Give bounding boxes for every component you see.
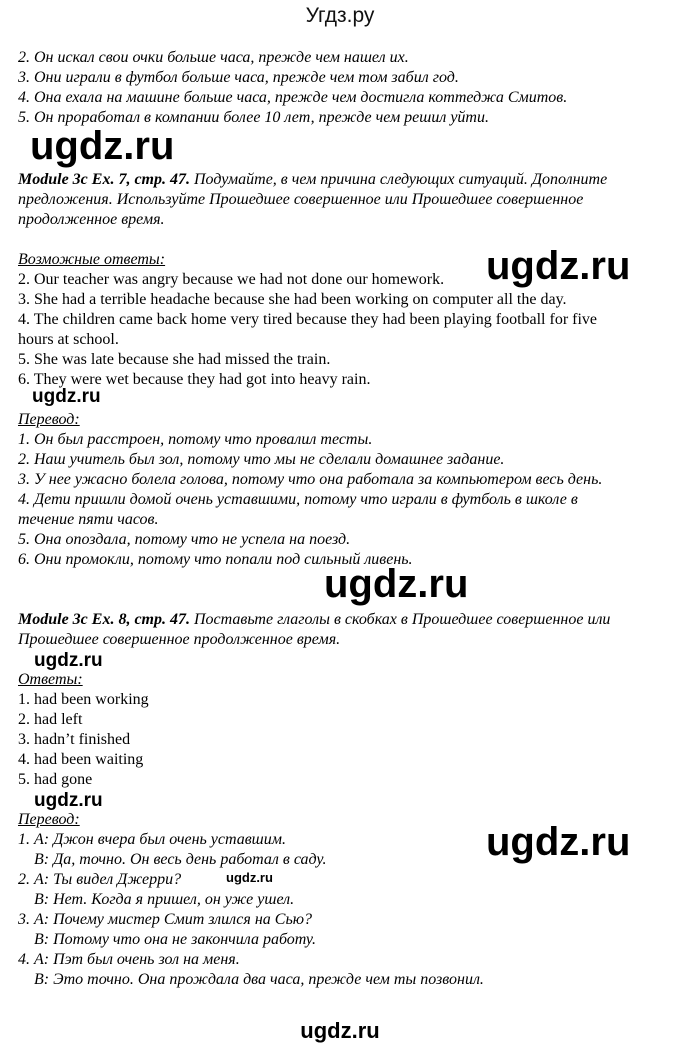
ex7-answer: 6. They were wet because they had got into heavy rain.: [18, 371, 371, 388]
ex8-answer: 5. had gone: [18, 771, 93, 788]
ex8-dialogue-line: В: Потому что она не закончила работу.: [34, 931, 317, 948]
ex7-heading: [18, 170, 607, 190]
site-header-title[interactable]: Угдз.ру: [305, 4, 375, 27]
ex8-task-1: Поставьте глаголы в скобках в Прошедшее совершенное или: [190, 611, 611, 628]
ex8-dialogue-line: 2. А: Ты видел Джерри?: [18, 871, 182, 888]
watermark: ugdz.ru: [226, 870, 273, 885]
watermark: ugdz.ru: [486, 820, 631, 864]
footer-watermark: ugdz.ru: [300, 1018, 380, 1043]
ex7-answer: 4. The children came back home very tired because they had been playing football for five: [18, 311, 598, 328]
ex7-task-3: продолженное время.: [18, 211, 165, 228]
ex7-translation-line: 4. Дети пришли домой очень уставшими, потому что играли в футболь в школе в: [18, 491, 578, 508]
ex8-dialogue-line: 4. А: Пэт был очень зол на меня.: [18, 951, 240, 968]
ex8-answers-label: Ответы:: [18, 671, 83, 688]
ex8-translation-label: Перевод:: [18, 811, 80, 828]
ex7-translation-line: течение пяти часов.: [18, 511, 159, 528]
watermark: ugdz.ru: [324, 562, 469, 606]
watermark: ugdz.ru: [32, 386, 101, 407]
watermark: ugdz.ru: [30, 124, 175, 168]
ex8-task-2: Прошедшее совершенное продолженное время.: [18, 631, 341, 648]
ex7-translation-line: 6. Они промокли, потому что попали под сильный ливень.: [18, 551, 413, 568]
ex7-task-1: Подумайте, в чем причина следующих ситуаций. Дополните: [190, 171, 608, 188]
ex8-heading: [18, 610, 610, 630]
ex8-dialogue-line: В: Да, точно. Он весь день работал в саду.: [34, 851, 327, 868]
ex8-dialogue-line: 3. А: Почему мистер Смит злился на Сью?: [18, 911, 312, 928]
ex7-translation-line: 1. Он был расстроен, потому что провалил тесты.: [18, 431, 373, 448]
watermark: ugdz.ru: [486, 244, 631, 288]
ex8-dialogue-line: В: Нет. Когда я пришел, он уже ушел.: [34, 891, 295, 908]
ex8-answer: 1. had been working: [18, 691, 149, 708]
ex8-answer: 3. hadn’t finished: [18, 731, 131, 748]
top-list-item: 2. Он искал свои очки больше часа, прежде чем нашел их.: [18, 49, 409, 66]
top-list-item: 3. Они играли в футбол больше часа, прежде чем том забил год.: [18, 69, 459, 86]
ex7-answer: 5. She was late because she had missed the train.: [18, 351, 331, 368]
ex7-translation-line: 5. Она опоздала, потому что не успела на поезд.: [18, 531, 351, 548]
ex7-task-2: предложения. Используйте Прошедшее совершенное или Прошедшее совершенное: [18, 191, 584, 208]
top-list-item: 5. Он проработал в компании более 10 лет, прежде чем решил уйти.: [18, 109, 489, 126]
ex7-translation-label: Перевод:: [18, 411, 80, 428]
ex7-answer: 3. She had a terrible headache because she had been working on computer all the day.: [18, 291, 567, 308]
watermark: ugdz.ru: [34, 790, 103, 811]
ex8-answer: 2. had left: [18, 711, 83, 728]
ex8-ref: Module 3c Ex. 8, стр. 47.: [18, 611, 190, 628]
ex7-translation-line: 2. Наш учитель был зол, потому что мы не сделали домашнее задание.: [18, 451, 505, 468]
ex7-answers-label: Возможные ответы:: [18, 251, 166, 268]
ex8-dialogue-line: В: Это точно. Она прождала два часа, прежде чем ты позвонил.: [34, 971, 484, 988]
ex7-answer: 2. Our teacher was angry because we had not done our homework.: [18, 271, 445, 288]
ex7-ref: Module 3c Ex. 7, стр. 47.: [18, 171, 190, 188]
ex7-answer: hours at school.: [18, 331, 119, 348]
ex8-answer: 4. had been waiting: [18, 751, 144, 768]
ex8-dialogue-line: 1. А: Джон вчера был очень уставшим.: [18, 831, 286, 848]
top-list-item: 4. Она ехала на машине больше часа, прежде чем достигла коттеджа Смитов.: [18, 89, 568, 106]
ex7-translation-line: 3. У нее ужасно болела голова, потому что она работала за компьютером весь день.: [18, 471, 603, 488]
watermark: ugdz.ru: [34, 650, 103, 671]
